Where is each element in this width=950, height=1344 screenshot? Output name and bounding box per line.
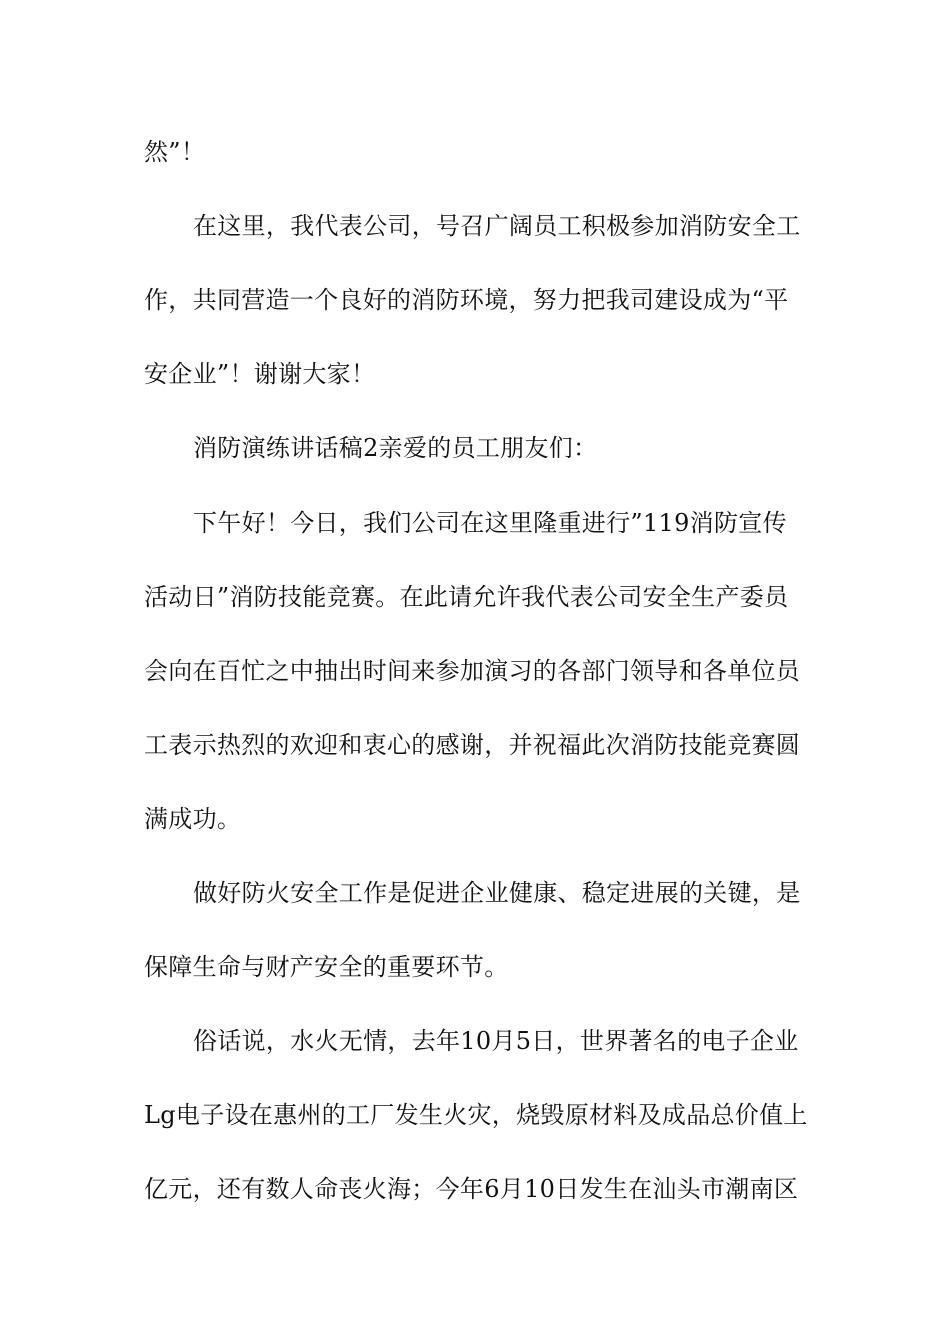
paragraph-start-line: 在这里，我代表公司，号召广阔员工积极参加消防安全工 — [193, 212, 801, 240]
text-line: 保障生命与财产安全的重要环节。 — [144, 953, 509, 981]
paragraph-start-line: 做好防火安全工作是促进企业健康、稳定进展的关键，是 — [193, 879, 801, 907]
paragraph-start-line: 消防演练讲话稿2亲爱的员工朋友们： — [193, 434, 598, 462]
paragraph-start-line: 俗话说，水火无情，去年10月5日，世界著名的电子企业 — [193, 1027, 799, 1055]
text-line: 安企业”！谢谢大家！ — [144, 360, 376, 388]
text-line: 活动日”消防技能竞赛。在此请允许我代表公司安全生产委员 — [144, 583, 789, 611]
text-line: 亿元，还有数人命丧火海；今年6月10日发生在汕头市潮南区 — [144, 1175, 799, 1203]
text-line: 满成功。 — [144, 805, 242, 833]
text-line: 工表示热烈的欢迎和衷心的感谢，并祝福此次消防技能竞赛圆 — [144, 731, 801, 759]
text-line: 然”！ — [144, 138, 206, 166]
text-line: 会向在百忙之中抽出时间来参加演习的各部门领导和各单位员 — [144, 657, 801, 685]
text-line: 作，共同营造一个良好的消防环境，努力把我司建设成为“平 — [144, 286, 789, 314]
paragraph-start-line: 下午好！今日，我们公司在这里隆重进行”119消防宣传 — [193, 509, 787, 537]
text-line: Lg电子设在惠州的工厂发生火灾，烧毁原材料及成品总价值上 — [144, 1101, 808, 1129]
